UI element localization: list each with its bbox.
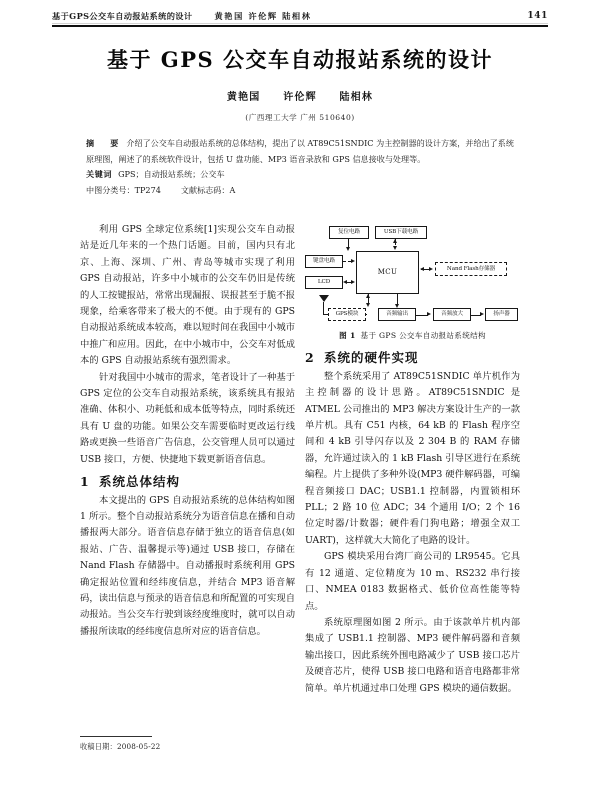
- arrow-audio-amp: [427, 312, 431, 316]
- arrow-usb-mcu-down: [393, 246, 397, 250]
- author-list: [0, 88, 600, 103]
- figure-block-lcd: LCD: [305, 276, 343, 289]
- connector-antenna-gps-h: [323, 314, 329, 315]
- keywords-label: 关键词: [86, 169, 113, 179]
- arrow-reset-mcu: [346, 247, 350, 251]
- arrow-gps-mcu-up: [366, 294, 370, 298]
- arrow-mcu-lcd-left: [343, 280, 347, 284]
- abstract-block: [86, 136, 514, 198]
- section-number-1: 1: [80, 474, 90, 490]
- figure-number: 图 1: [339, 331, 356, 340]
- paragraph-intro-2: [80, 370, 295, 468]
- arrow-amp-speaker: [480, 312, 484, 316]
- figure-block-audio-amp: 音频放大: [433, 308, 471, 321]
- abstract-paragraph: [86, 136, 514, 167]
- running-head: [52, 8, 548, 24]
- right-column: [305, 222, 520, 697]
- arrow-mcu-gps-down: [366, 303, 370, 307]
- paragraph-text: 利用 GPS 全球定位系统[1]实现公交车自动报站是近几年来的一个热门话题。目前，国内只有北京、上海、深圳、广州、青岛等城市实现了利用 GPS 自动报站，许多中小城市的公交车仍旧是传统的人工按键报站，常常出现漏报、误报甚至于脆不报现象，给乘客带来了极大的不便。由于现有的 GPS 自动报站系统成本较高，难以短时间在我国中小城市中推广和应用。因此，在中小城市中，公交车对低成本的 GPS 自动报站系统有强烈需求。: [80, 224, 295, 367]
- doc-code-label: 文献标志码：: [180, 184, 230, 195]
- header-rule: [52, 25, 548, 27]
- page-number: 141: [527, 11, 548, 21]
- clc-label: 中图分类号：: [86, 184, 135, 195]
- figure-block-usb: USB下载电路: [375, 226, 427, 239]
- clc-value: TP274: [134, 184, 161, 195]
- figure-block-audio-output: 音频输出: [378, 308, 416, 321]
- abstract-text: 介绍了公交车自动报站系统的总体结构，提出了以 AT89C51SNDIC 为主控制器的设计方案，并给出了系统原理图，阐述了的系统软件设计，包括 U 盘功能、MP3 语音录放和 GPS 信息接收与处理等。: [86, 138, 514, 164]
- paragraph-section1-1: [80, 493, 295, 641]
- received-date-footnote: [80, 742, 295, 752]
- section-heading-1: [80, 474, 295, 490]
- doc-code-value: A: [229, 184, 236, 195]
- figure-block-mcu: MCU: [356, 251, 419, 294]
- section-number-2: 2: [305, 350, 315, 366]
- arrow-mcu-flash: [429, 267, 433, 271]
- received-date-label: 收稿日期：: [80, 742, 117, 751]
- figure-caption: [305, 328, 520, 344]
- received-date-value: 2008-05-22: [116, 742, 161, 751]
- arrow-flash-mcu: [420, 267, 424, 271]
- paragraph-text: 针对我国中小城市的需求，笔者设计了一种基于 GPS 定位的公交车自动报站系统，该系统具有报站准确、体积小、功耗低和成本低等特点，同时系统还具有 U 盘的功能。如果公交车需要临时更改运行线路或更换一些语音广告信息，公交管理人员可以通过 USB 接口，方便、快捷地下载更新语音信息。: [80, 371, 295, 465]
- paragraph-section2-1: [305, 369, 520, 549]
- connector-antenna-gps-v: [323, 302, 324, 314]
- page-title: 基于 GPS 公交车自动报站系统的设计: [106, 47, 493, 72]
- connector-reset-mcu: [348, 239, 349, 247]
- figure-block-keypad: 键盘电路: [305, 255, 343, 268]
- connector-keypad-mcu: [343, 261, 351, 262]
- affiliation: (广西理工大学 广州 510640): [245, 113, 355, 122]
- connector-gps-bus: [366, 314, 367, 315]
- section-title-1: 系统总体结构: [99, 474, 181, 490]
- system-architecture-figure: [305, 222, 520, 326]
- section-heading-2: [305, 350, 520, 366]
- figure-block-speaker: 扬声器: [485, 308, 518, 321]
- author-3: 陆相林: [339, 92, 374, 103]
- left-column: [80, 222, 295, 640]
- paragraph-section2-2: [305, 549, 520, 615]
- abstract-label: 摘 要: [86, 138, 123, 148]
- arrow-mcu-audio: [395, 304, 399, 308]
- antenna-icon: [319, 295, 329, 302]
- paragraph-intro-1: [80, 222, 295, 370]
- figure-block-flash: Nand Flash存储器: [435, 262, 507, 276]
- arrow-mcu-lcd-right: [351, 280, 355, 284]
- figure-block-reset: 复位电路: [329, 226, 369, 239]
- arrow-usb-mcu-up: [393, 239, 397, 243]
- figure-block-gps: GPS模块: [328, 308, 366, 321]
- classification-row: [86, 183, 514, 199]
- author-1: 黄艳国: [226, 92, 261, 103]
- section-title-2: 系统的硬件实现: [324, 350, 419, 366]
- running-head-authors: 黄艳国 许伦辉 陆相林: [214, 10, 312, 21]
- running-head-title: 基于GPS公交车自动报站系统的设计: [52, 10, 193, 21]
- paragraph-text: 整个系统采用了 AT89C51SNDIC 单片机作为主控制器的设计思路。AT89C51SNDIC 是 ATMEL 公司推出的 MP3 解决方案设计生产的一款单片机。具有 C51 内核，64 kB 的 Flash 程序空间和 4 kB 引导闪存以及 2 304 B 的 RAM 存储器，允许通过读入的 1 kB Flash 引导区进行在系统编程。片上提供了多种外设(MP3 硬件解码器，可编程音频接口 DAC；USB1.1 控制器，内置锁相环 PLL；2 路 10 位 ADC；34 个通用 I/O；2 个 16 位定时器/计数器；硬件看门狗电路；增强全双工 UART)，这样就大大简化了电路的设计。: [305, 370, 520, 546]
- paragraph-text: GPS 模块采用台湾厂商公司的 LR9545。它具有 12 通道、定位精度为 10 m、RS232 串行接口、NMEA 0183 数据格式、低价位高性能等特点。: [305, 551, 520, 612]
- author-2: 许伦辉: [283, 92, 317, 103]
- keywords-value: GPS；自动报站系统；公交车: [118, 169, 225, 179]
- figure-caption-text: 基于 GPS 公交车自动报站系统结构: [360, 331, 486, 340]
- paragraph-section2-3: [305, 615, 520, 697]
- arrow-keypad-mcu: [351, 259, 355, 263]
- paragraph-text: 系统原理图如图 2 所示。由于该款单片机内部集成了 USB1.1 控制器、MP3 硬件解码器和音频输出接口，因此系统外围电路减少了 USB 接口芯片及硬音芯片，使得 USB 接口电路和语音电路都非常简单。单片机通过串口处理 GPS 模块的通信数据。: [305, 616, 520, 694]
- paragraph-text: 本文提出的 GPS 自动报站系统的总体结构如图 1 所示。整个自动报站系统分为语音信息在播和自动播报两大部分。语音信息存储于独立的语音信息(如报站、广告、温馨提示等)通过 USB 接口，存储在 Nand Flash 存储器中。自动播报时系统利用 GPS 确定报站位置和经纬度信息，并结合 MP3 语音解码，读出信息与预录的语音信息和所配置的可实现自动报站。当公交车行驶到该经度维度时，就可以自动播报所读取的经纬度信息所对应的语音信息。: [80, 494, 295, 637]
- keywords-row: [86, 167, 514, 183]
